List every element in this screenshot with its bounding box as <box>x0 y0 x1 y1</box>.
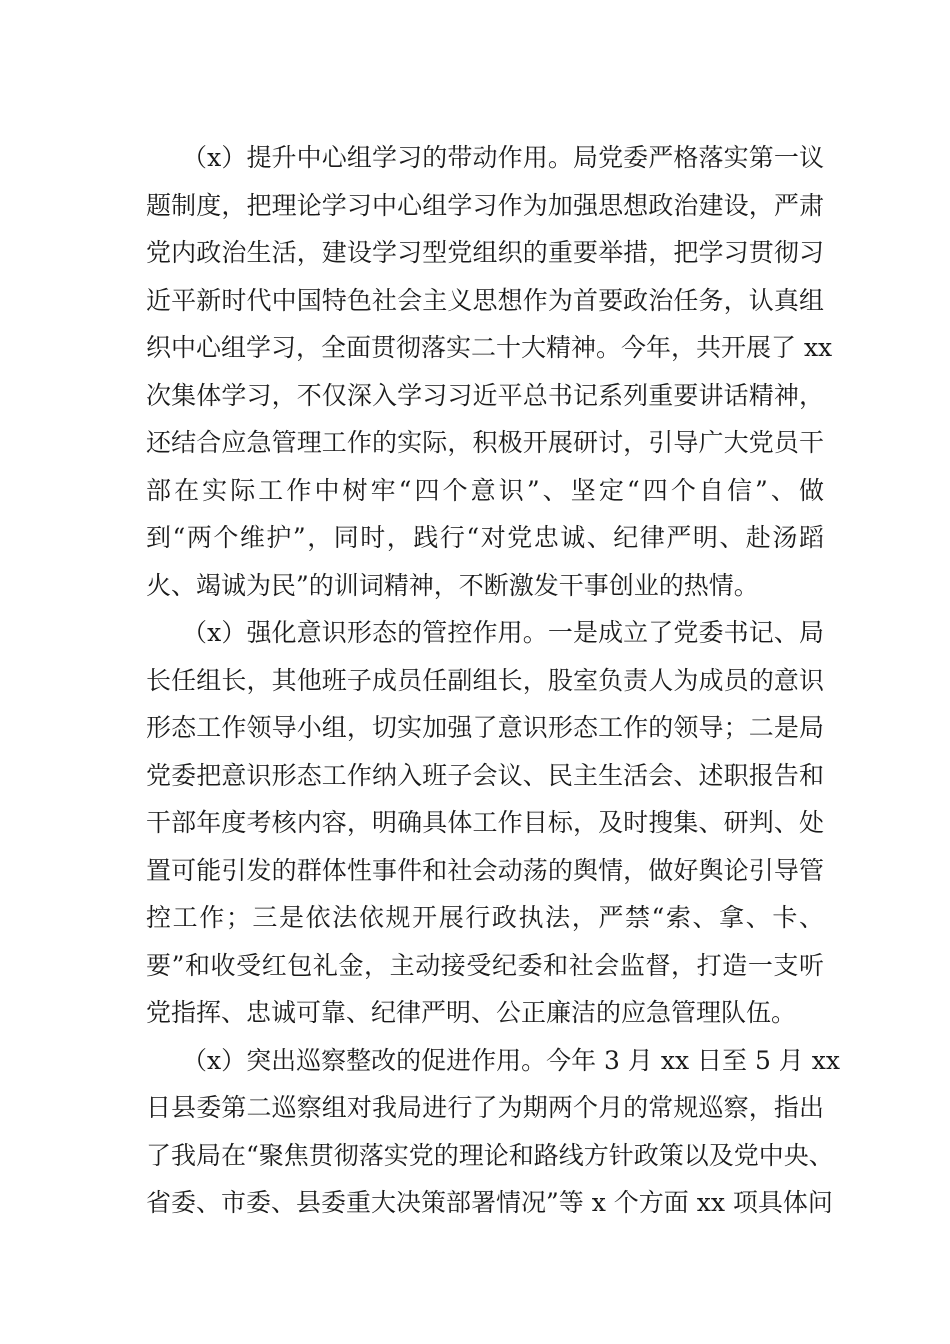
paragraph-line-text: 控工作；三是依法依规开展行政执法，严禁“索、拿、卡、 <box>146 903 824 932</box>
text-line <box>0 708 950 748</box>
paragraph-line-text: 党指挥、忠诚可靠、纪律严明、公正廉洁的应急管理队伍。 <box>146 998 797 1027</box>
text-line <box>0 566 950 606</box>
text-line <box>0 1136 950 1176</box>
text-line <box>0 851 950 891</box>
paragraph-line-text: 省委、市委、县委重大决策部署情况”等 x 个方面 xx 项具体问 <box>146 1188 833 1217</box>
paragraph-line-text: 火、竭诚为民”的训词精神，不断激发干事创业的热情。 <box>146 571 759 600</box>
paragraph-line-text: 日县委第二巡察组对我局进行了为期两个月的常规巡察，指出 <box>146 1093 824 1122</box>
paragraph-line-text: 置可能引发的群体性事件和社会动荡的舆情，做好舆论引导管 <box>146 856 824 885</box>
text-line <box>0 186 950 226</box>
text-line <box>0 281 950 321</box>
paragraph-line-text: （x）强化意识形态的管控作用。一是成立了党委书记、局 <box>182 618 824 647</box>
text-line <box>0 1183 950 1223</box>
text-line <box>0 1041 950 1081</box>
text-line <box>0 518 950 558</box>
paragraph-line-text: 还结合应急管理工作的实际，积极开展研讨，引导广大党员干 <box>146 428 824 457</box>
paragraph-line-text: 次集体学习，不仅深入学习习近平总书记系列重要讲话精神， <box>146 381 824 410</box>
text-line <box>0 661 950 701</box>
text-line <box>0 898 950 938</box>
paragraph-line-text: 题制度，把理论学习中心组学习作为加强思想政治建设，严肃 <box>146 191 824 220</box>
paragraph-line-text: （x）突出巡察整改的促进作用。今年 3 月 xx 日至 5 月 xx <box>182 1046 840 1075</box>
paragraph-line-text: 部在实际工作中树牢“四个意识”、坚定“四个自信”、做 <box>146 476 824 505</box>
text-line <box>0 946 950 986</box>
paragraph-line-text: 干部年度考核内容，明确具体工作目标，及时搜集、研判、处 <box>146 808 824 837</box>
paragraph-line-text: 了我局在“聚焦贯彻落实党的理论和路线方针政策以及党中央、 <box>146 1141 834 1170</box>
paragraph-line-text: 近平新时代中国特色社会主义思想作为首要政治任务，认真组 <box>146 286 824 315</box>
text-line <box>0 138 950 178</box>
paragraph-line-text: （x）提升中心组学习的带动作用。局党委严格落实第一议 <box>182 143 824 172</box>
paragraph-line-text: 要”和收受红包礼金，主动接受纪委和社会监督，打造一支听 <box>146 951 824 980</box>
paragraph-line-text: 织中心组学习，全面贯彻落实二十大精神。今年，共开展了 xx <box>146 333 833 362</box>
paragraph-line-text: 党委把意识形态工作纳入班子会议、民主生活会、述职报告和 <box>146 761 824 790</box>
text-line <box>0 613 950 653</box>
text-line <box>0 328 950 368</box>
text-line <box>0 376 950 416</box>
text-line <box>0 423 950 463</box>
paragraph-line-text: 到“两个维护”，同时，践行“对党忠诚、纪律严明、赴汤蹈 <box>146 523 824 552</box>
text-line <box>0 993 950 1033</box>
text-line <box>0 233 950 273</box>
text-line <box>0 756 950 796</box>
text-line <box>0 471 950 511</box>
paragraph-line-text: 党内政治生活，建设学习型党组织的重要举措，把学习贯彻习 <box>146 238 824 267</box>
paragraph-line-text: 长任组长，其他班子成员任副组长，股室负责人为成员的意识 <box>146 666 824 695</box>
text-line <box>0 1088 950 1128</box>
text-line <box>0 803 950 843</box>
paragraph-line-text: 形态工作领导小组，切实加强了意识形态工作的领导；二是局 <box>146 713 824 742</box>
